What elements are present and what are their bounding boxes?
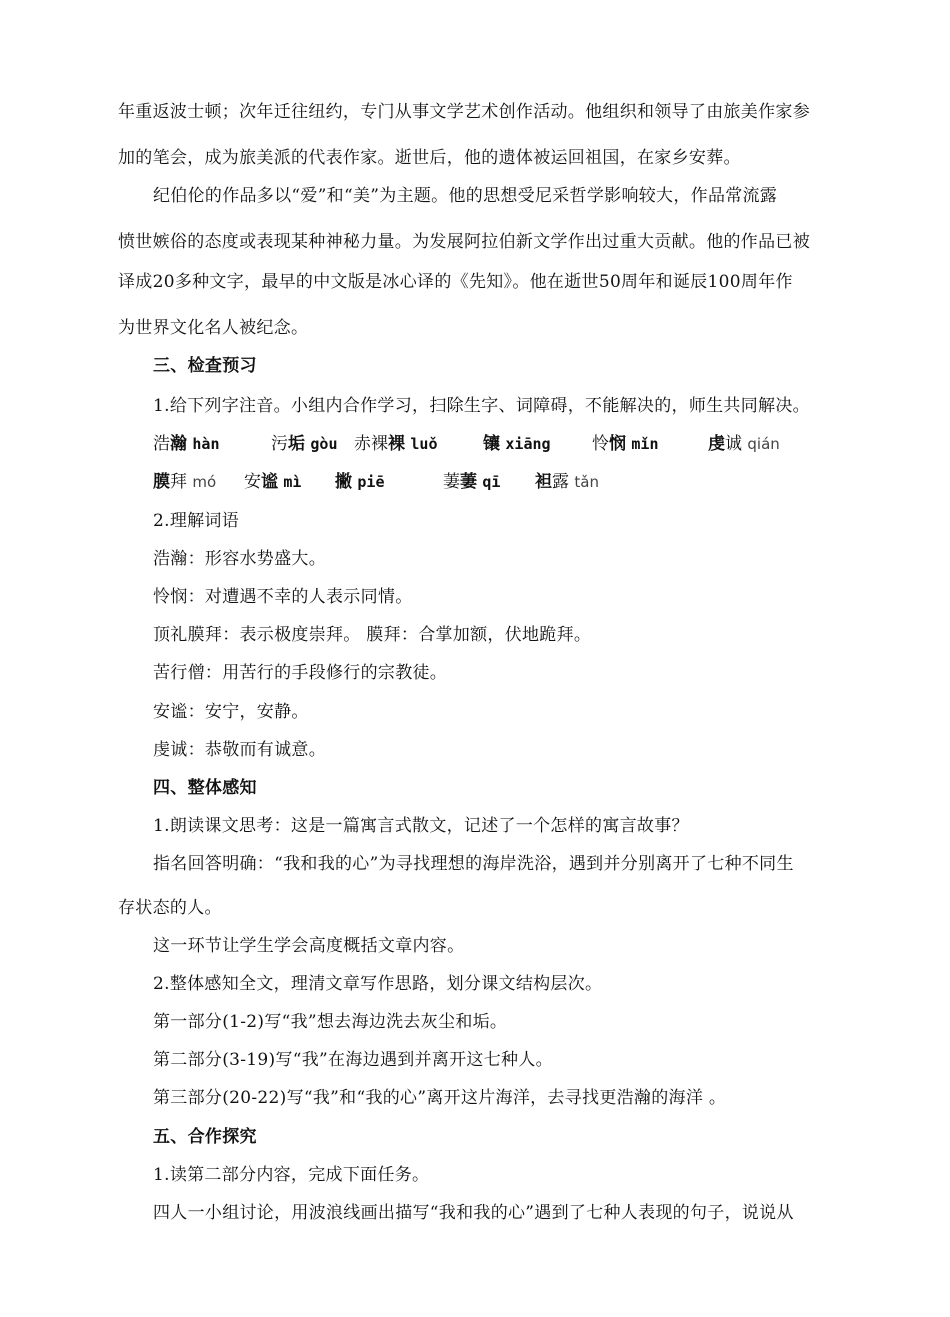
section-heading: 五、合作探究 (153, 1127, 257, 1147)
definition: 虔诚：恭敬而有诚意。 (153, 740, 326, 760)
definition: 怜悯：对遭遇不幸的人表示同情。 (153, 587, 413, 607)
paragraph-line: 指名回答明确：“我和我的心”为寻找理想的海岸洗浴，遇到并分别离开了七种不同生 (153, 854, 794, 874)
paragraph-line: 存状态的人。 (118, 898, 222, 918)
paragraph-line: 年重返波士顿；次年迁往纽约，专门从事文学艺术创作活动。他组织和领导了由旅美作家参 (118, 102, 810, 122)
pinyin-entry: 浩瀚 hàn (153, 434, 220, 454)
paragraph-line: 1.给下列字注音。小组内合作学习，扫除生字、词障碍，不能解决的，师生共同解决。 (153, 396, 810, 416)
paragraph-line: 第一部分(1-2)写“我”想去海边洗去灰尘和垢。 (153, 1012, 508, 1032)
pinyin-entry: 萋萋 qī (443, 472, 501, 492)
pinyin-entry: 撇 piē (335, 472, 385, 492)
paragraph-line: 第三部分(20-22)写“我”和“我的心”离开这片海洋，去寻找更浩瀚的海洋 。 (153, 1088, 727, 1108)
section-heading: 四、整体感知 (153, 778, 257, 798)
pinyin-entry: 污垢 gòu (271, 434, 338, 454)
paragraph-line: 1.朗读课文思考：这是一篇寓言式散文，记述了一个怎样的寓言故事？ (153, 816, 689, 836)
paragraph-line: 纪伯伦的作品多以“爱”和“美”为主题。他的思想受尼采哲学影响较大，作品常流露 (153, 186, 778, 206)
paragraph-line: 1.读第二部分内容，完成下面任务。 (153, 1165, 430, 1185)
definition: 苦行僧：用苦行的手段修行的宗教徒。 (153, 663, 448, 683)
definition: 安谧：安宁，安静。 (153, 702, 309, 722)
paragraph-line: 2.理解词语 (153, 511, 240, 531)
pinyin-entry: 膜拜 mó (153, 472, 217, 492)
paragraph-line: 为世界文化名人被纪念。 (118, 318, 309, 338)
paragraph-line: 这一环节让学生学会高度概括文章内容。 (153, 936, 465, 956)
paragraph-line: 译成20多种文字，最早的中文版是冰心译的《先知》。他在逝世50周年和诞辰100周年作 (118, 272, 793, 292)
pinyin-entry: 怜悯 mǐn (592, 434, 659, 454)
definition: 浩瀚：形容水势盛大。 (153, 549, 326, 569)
pinyin-entry: 虔诚 qián (708, 434, 780, 454)
paragraph-line: 加的笔会，成为旅美派的代表作家。逝世后，他的遗体被运回祖国，在家乡安葬。 (118, 148, 741, 168)
pinyin-entry: 袒露 tǎn (535, 472, 599, 492)
section-heading: 三、检查预习 (153, 356, 257, 376)
paragraph-line: 2.整体感知全文，理清文章写作思路，划分课文结构层次。 (153, 974, 603, 994)
definition: 顶礼膜拜：表示极度崇拜。 膜拜：合掌加额，伏地跪拜。 (153, 625, 592, 645)
paragraph-line: 四人一小组讨论，用波浪线画出描写“我和我的心”遇到了七种人表现的句子，说说从 (153, 1203, 794, 1223)
pinyin-entry: 镶 xiāng (483, 434, 551, 454)
paragraph-line: 愤世嫉俗的态度或表现某种神秘力量。为发展阿拉伯新文学作出过重大贡献。他的作品已被 (118, 232, 810, 252)
paragraph-line: 第二部分(3-19)写“我”在海边遇到并离开这七种人。 (153, 1050, 553, 1070)
pinyin-entry: 赤裸裸 luǒ (354, 434, 438, 454)
pinyin-entry: 安谧 mì (244, 472, 302, 492)
